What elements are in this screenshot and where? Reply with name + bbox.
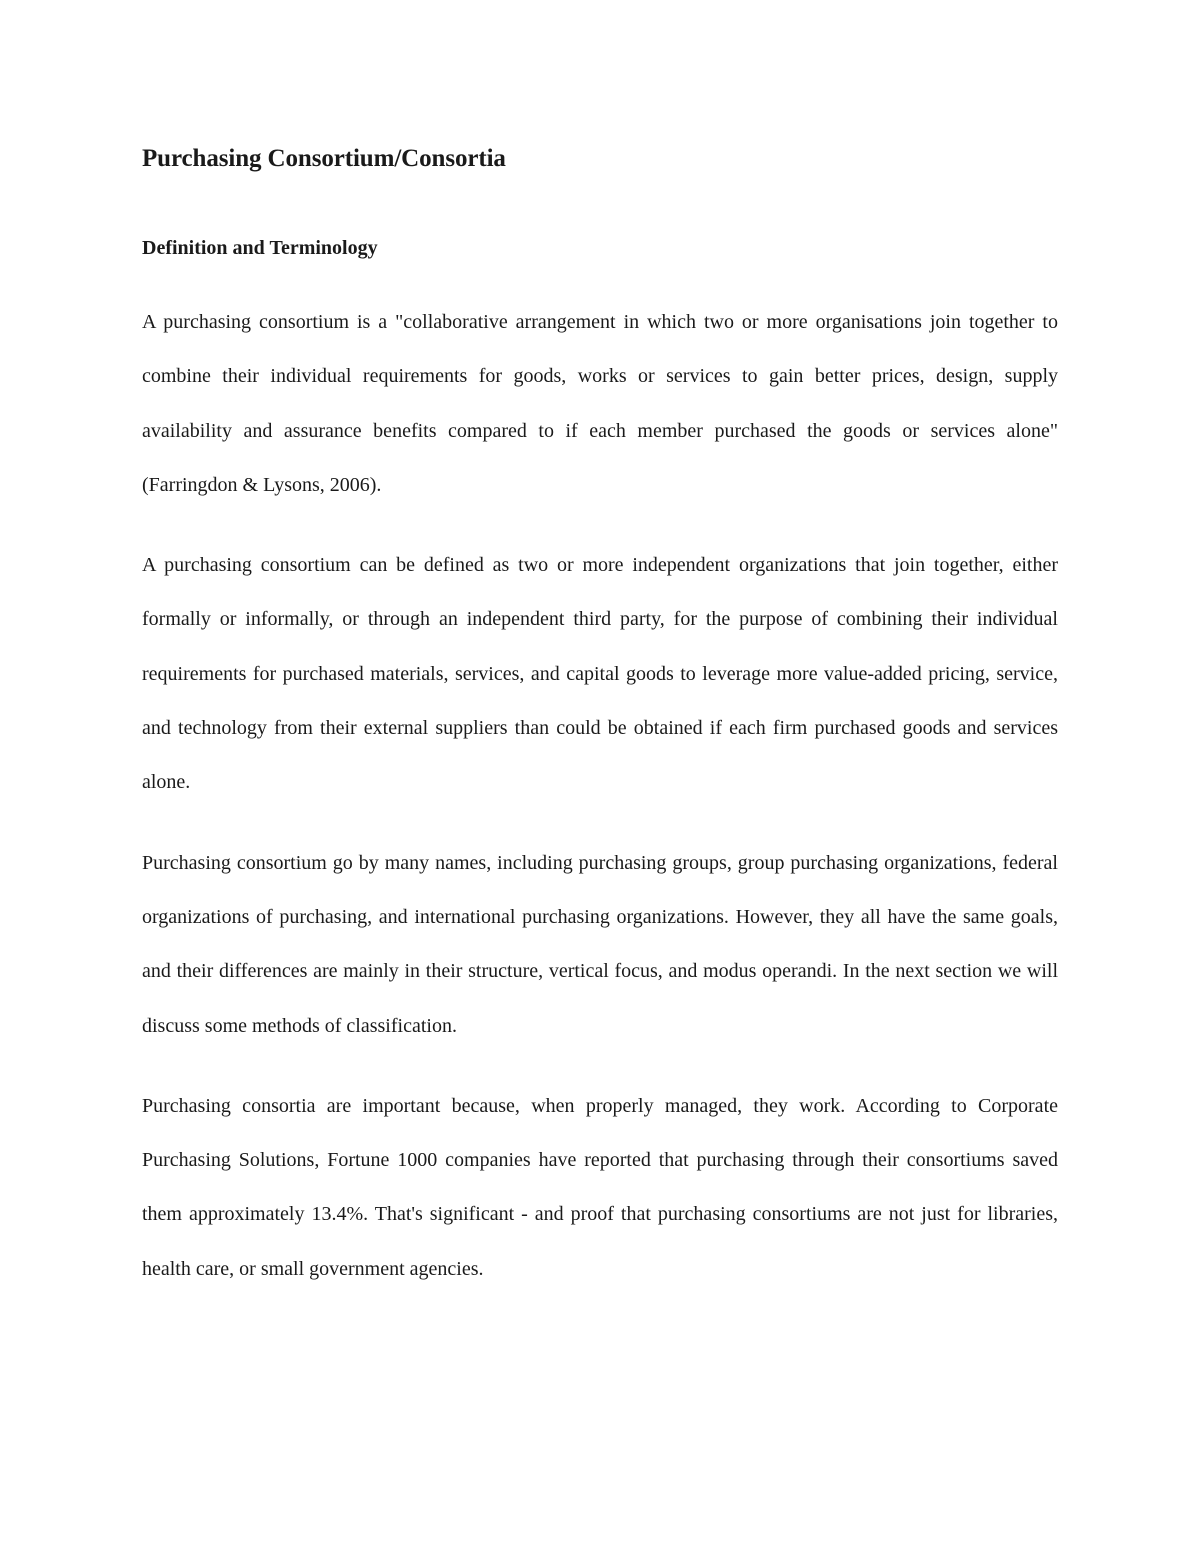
paragraph-names: Purchasing consortium go by many names, including purchasing groups, group purchasing organizations, federal organizations of purchasing, and international purchasing organizations. However, they all have the same goals, and their differences are mainly in their structure, vertical focus, and modus operandi. In the next section we will discuss some methods of classification. xyxy=(142,851,1058,1037)
document-body xyxy=(142,137,1058,1296)
section-heading: Definition and Terminology xyxy=(142,237,378,259)
document-title: Purchasing Consortium/Consortia xyxy=(142,145,506,172)
paragraph-importance: Purchasing consortia are important because, when properly managed, they work. According to Corporate Purchasing Solutions, Fortune 1000 companies have reported that purchasing through their consortiums saved them approximately 13.4%. That's significant - and proof that purchasing consortiums are not just for libraries, health care, or small government agencies. xyxy=(142,1094,1058,1280)
paragraph-definition-quote: A purchasing consortium is a "collaborative arrangement in which two or more organisations join together to combine their individual requirements for goods, works or services to gain better prices, design, supply availability and assurance benefits compared to if each member purchased the goods or services alone" (Farringdon & Lysons, 2006). xyxy=(142,311,1058,496)
paragraph-definition: A purchasing consortium can be defined as two or more independent organizations that join together, either formally or informally, or through an independent third party, for the purpose of combining their individual requirements for purchased materials, services, and capital goods to leverage more value-added pricing, service, and technology from their external suppliers than could be obtained if each firm purchased goods and services alone. xyxy=(142,554,1058,794)
